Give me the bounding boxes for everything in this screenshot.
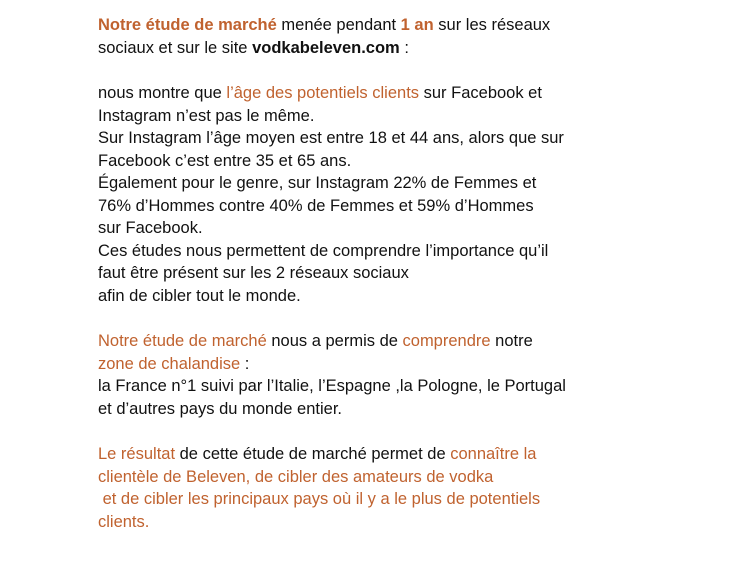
text-line: la France n°1 suivi par l’Italie, l’Espagne ,la Pologne, le Portugal: [98, 377, 566, 395]
text-segment: menée pendant: [276, 16, 401, 34]
highlight-phrase: l’âge des potentiels clients: [226, 84, 420, 102]
text-line: Facebook c’est entre 35 et 65 ans.: [98, 151, 352, 170]
text-line: clients.: [98, 512, 150, 531]
intro-paragraph: [98, 14, 738, 59]
market-zone-paragraph: [98, 330, 738, 420]
text-segment: de cette étude de marché permet de: [175, 445, 451, 463]
highlight-phrase: Le résultat: [98, 445, 176, 463]
text-line: [98, 443, 738, 466]
paragraph-spacer: [98, 307, 738, 330]
text-segment: sociaux et sur le site: [98, 38, 253, 57]
text-segment: :: [399, 38, 409, 57]
text-line: [98, 37, 738, 60]
result-paragraph: [98, 443, 738, 533]
text-line: Sur Instagram l’âge moyen est entre 18 et 44 ans, alors que sur: [98, 129, 564, 147]
highlight-phrase: Notre étude de marché: [98, 16, 277, 34]
highlight-phrase: Notre étude de marché: [98, 332, 267, 350]
paragraph-spacer: [98, 59, 738, 82]
text-segment: sur Facebook et: [419, 84, 542, 102]
highlight-phrase: connaître la: [450, 445, 537, 463]
text-line: afin de cibler tout le monde.: [98, 286, 301, 305]
text-segment: sur les réseaux: [433, 16, 551, 34]
text-line: [98, 14, 738, 37]
text-line: Ces études nous permettent de comprendre l’importance qu’il: [98, 241, 549, 260]
paragraph-spacer: [98, 420, 738, 443]
text-line: et de cibler les principaux pays où il y a le plus de potentiels: [98, 490, 541, 508]
highlight-phrase: zone de chalandise: [98, 354, 241, 373]
text-line: sur Facebook.: [98, 219, 203, 237]
text-segment: nous a permis de: [266, 332, 403, 350]
text-line: 76% d’Hommes contre 40% de Femmes et 59% d’Hommes: [98, 196, 534, 215]
text-line: Instagram n’est pas le même.: [98, 106, 315, 125]
text-segment: notre: [490, 332, 533, 350]
text-line: faut être présent sur les 2 réseaux sociaux: [98, 264, 409, 282]
text-line: Également pour le genre, sur Instagram 22% de Femmes et: [98, 174, 537, 192]
highlight-phrase: comprendre: [402, 332, 491, 350]
document-body: [98, 14, 738, 533]
text-line: et d’autres pays du monde entier.: [98, 399, 342, 418]
text-line: [98, 82, 738, 105]
text-line: [98, 353, 738, 376]
text-line: [98, 330, 738, 353]
audience-paragraph: [98, 82, 738, 307]
text-segment: :: [240, 354, 250, 373]
website-name: vodkabeleven.com: [252, 38, 400, 57]
text-line: clientèle de Beleven, de cibler des amateurs de vodka: [98, 467, 494, 486]
highlight-duration: 1 an: [400, 16, 434, 34]
text-segment: nous montre que: [98, 84, 227, 102]
